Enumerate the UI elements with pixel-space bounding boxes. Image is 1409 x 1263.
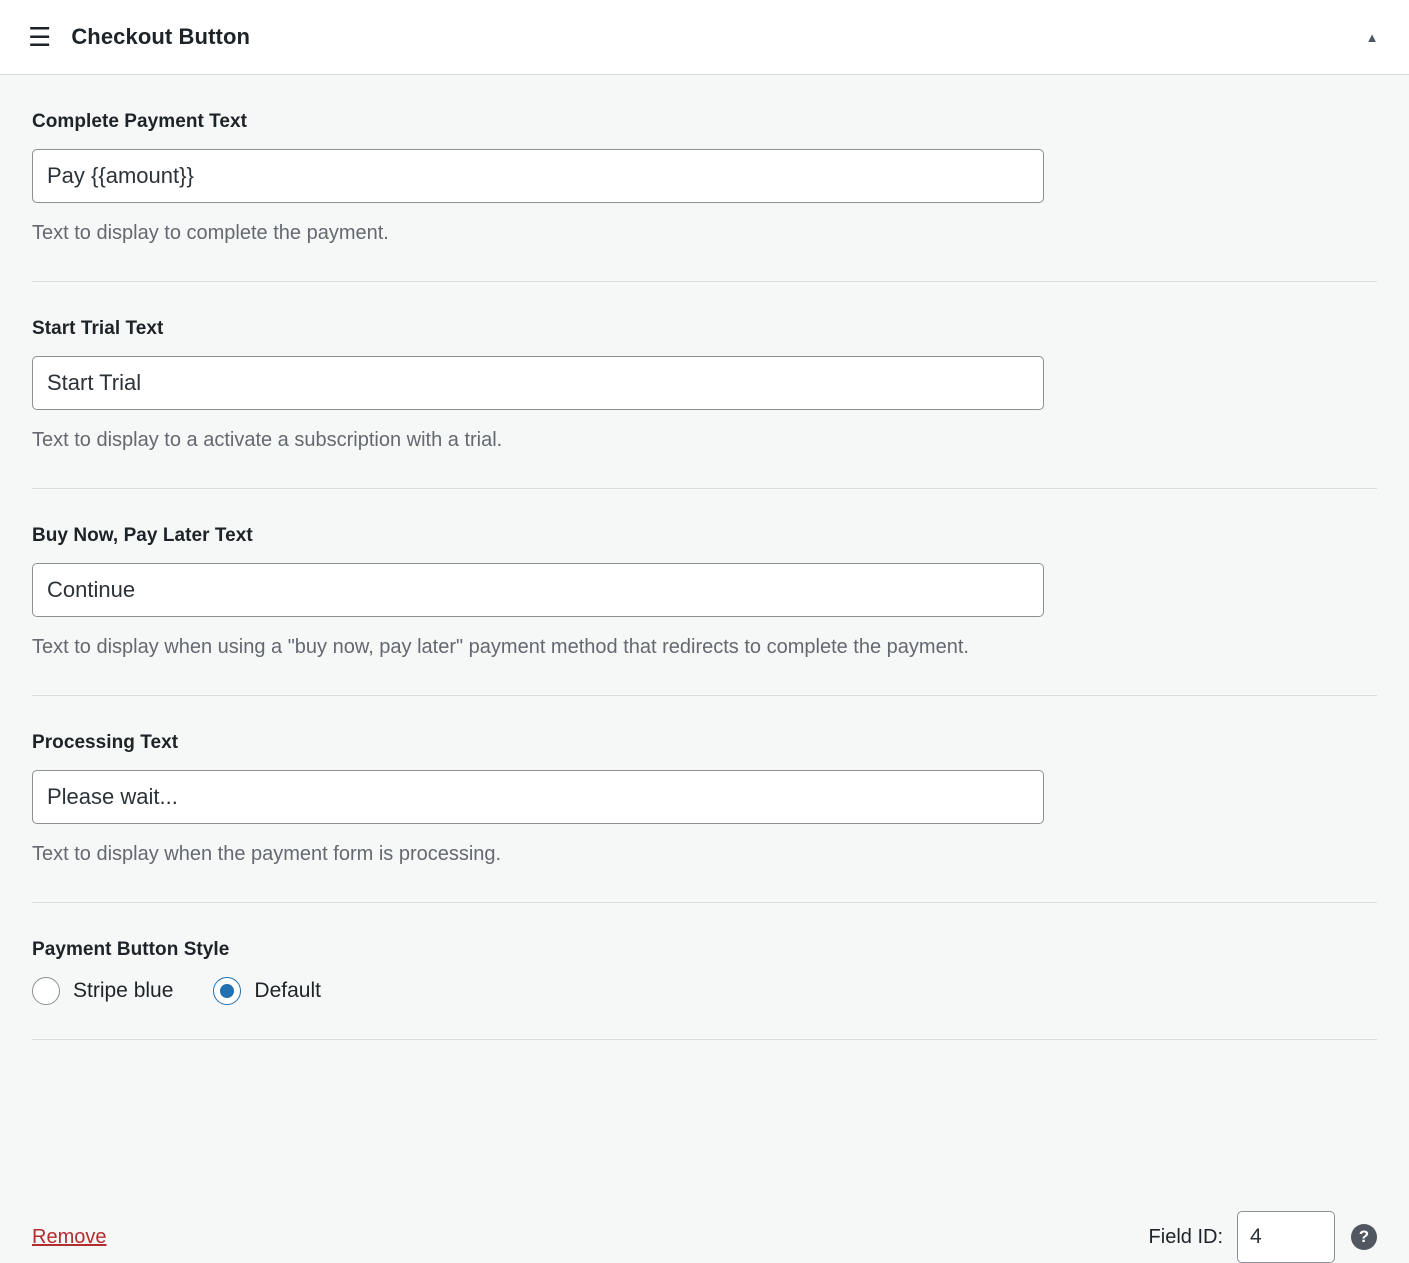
field-id-label: Field ID: [1148, 1225, 1223, 1248]
complete-payment-text-input[interactable] [32, 149, 1044, 203]
panel-footer [0, 1185, 1409, 1263]
processing-text-input[interactable] [32, 770, 1044, 824]
field-label: Buy Now, Pay Later Text [32, 525, 253, 546]
field-id-group [1149, 1211, 1377, 1263]
field-label: Payment Button Style [32, 939, 230, 960]
radio-circle-icon [32, 977, 60, 1005]
field-complete-payment-text [32, 75, 1377, 282]
field-description: Text to display when the payment form is processing. [32, 843, 502, 865]
field-label: Processing Text [32, 732, 179, 753]
radio-circle-selected-icon [213, 977, 241, 1005]
panel-body [0, 75, 1409, 1185]
page-title: Checkout Button [71, 24, 251, 49]
buy-now-pay-later-text-input[interactable] [32, 563, 1044, 617]
panel-header [0, 0, 1409, 75]
field-label: Start Trial Text [32, 318, 164, 339]
hamburger-menu-icon[interactable]: ☰ [28, 22, 52, 52]
field-start-trial-text [32, 282, 1377, 489]
field-description: Text to display to a activate a subscription with a trial. [32, 429, 503, 451]
field-buy-now-pay-later-text [32, 489, 1377, 696]
payment-button-style-radio-group [32, 977, 1377, 1005]
field-description: Text to display to complete the payment. [32, 222, 389, 244]
radio-option-default[interactable] [213, 977, 321, 1005]
remove-link[interactable]: Remove [32, 1225, 107, 1248]
radio-label: Default [254, 979, 321, 1002]
start-trial-text-input[interactable] [32, 356, 1044, 410]
field-label: Complete Payment Text [32, 111, 248, 132]
question-mark-icon[interactable]: ? [1351, 1224, 1377, 1250]
radio-option-stripe-blue[interactable] [32, 977, 173, 1005]
chevron-up-icon[interactable]: ▲ [1365, 29, 1379, 45]
radio-label: Stripe blue [73, 979, 174, 1002]
field-id-input[interactable] [1237, 1211, 1335, 1263]
field-description: Text to display when using a "buy now, pay later" payment method that redirects to complete the payment. [32, 636, 969, 658]
field-payment-button-style [32, 903, 1377, 1040]
field-processing-text [32, 696, 1377, 903]
